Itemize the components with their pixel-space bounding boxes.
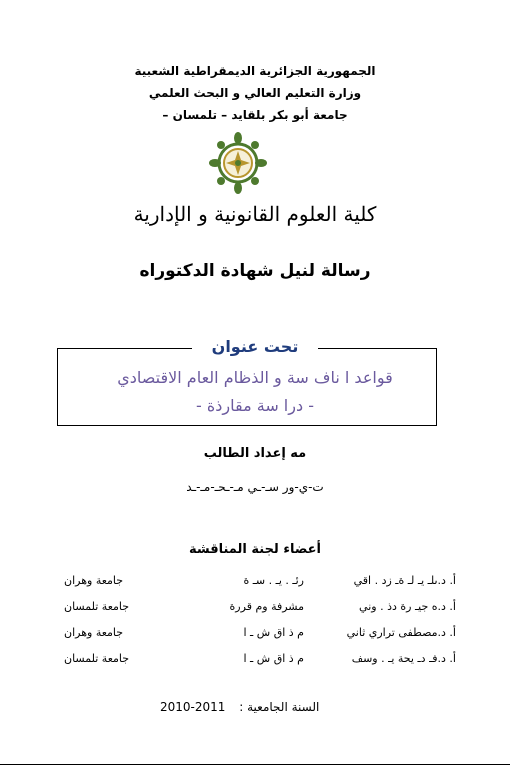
member-role: رئـ . يـ . سـ ة (243, 574, 304, 587)
university-name: جامعة أبو بكر بلقايد – تلمسان – (162, 108, 348, 122)
student-name: ت-ي-ور سـ-ـي مـ-ـحـ-مـ-ـد (186, 480, 324, 494)
republic-name: الجمهورية الجزائرية الديمقراطية الشعبية (134, 64, 376, 78)
thesis-subject-line2: - درا سة مقارذة - (196, 396, 314, 415)
member-role: م ذ اق ش ـ ا (243, 626, 304, 639)
footer-divider (0, 764, 510, 765)
member-name: أ. د.ه جيـ رة دذ . وني (359, 600, 456, 613)
member-university: جامعة تلمسان (64, 652, 130, 665)
member-name: أ. د.مصطفى تراري ثاني (346, 626, 456, 639)
committee-label: أعضاء لجنة المناقشة (188, 542, 322, 557)
academic-year-value: 2010-2011 (160, 700, 226, 714)
committee-row (56, 652, 456, 670)
academic-year (160, 700, 360, 714)
committee-row (56, 574, 456, 592)
member-role: مشرفة وم قررة (229, 600, 304, 613)
student-label: مه إعداد الطالب (203, 446, 307, 461)
member-university: جامعة تلمسان (64, 600, 130, 613)
committee-row (56, 600, 456, 618)
committee-row (56, 626, 456, 644)
academic-year-label: السنة الجامعية : (239, 700, 320, 714)
thesis-title: رسالة لنيل شهادة الدكتوراه (139, 261, 371, 281)
faculty-name: كلية العلوم القانونية و الإدارية (133, 202, 377, 226)
member-university: جامعة وهران (64, 574, 124, 587)
member-role: م ذ اق ش ـ ا (243, 652, 304, 665)
thesis-subject-line1: قواعد ا ناف سة و الذظام العام الاقتصادي (117, 368, 393, 387)
member-name: أ. د.ىلـ يـ لـ ةـ زد . اقي (353, 574, 456, 587)
title-label: تحت عنوان (192, 337, 318, 361)
member-university: جامعة وهران (64, 626, 124, 639)
member-name: أ. د.فـ دـ يحة يـ . وسف (351, 652, 456, 665)
ministry-name: وزارة التعليم العالي و البحث العلمي (148, 86, 362, 100)
university-emblem (209, 132, 267, 194)
